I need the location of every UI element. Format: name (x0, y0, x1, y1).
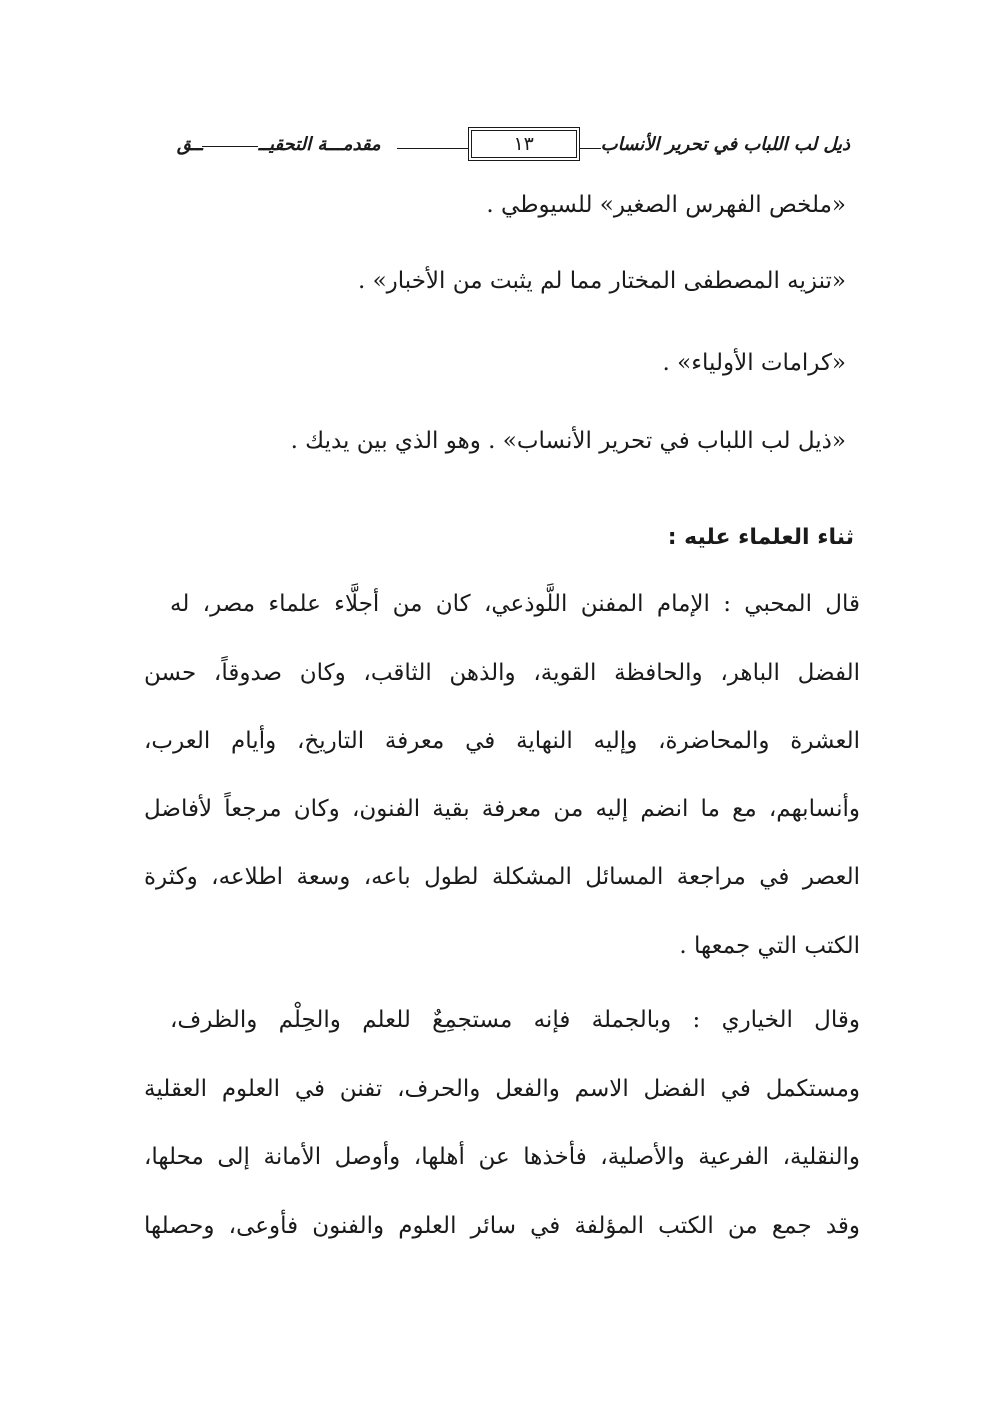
book-item: «كرامات الأولياء» . (662, 350, 846, 376)
section-heading: ثناء العلماء عليه : (667, 525, 854, 550)
paragraph-line: وقد جمع من الكتب المؤلفة في سائر العلوم والفنون فأوعى، وحصلها (144, 1213, 860, 1239)
header-section-title-end: ــق (176, 133, 203, 155)
book-item: «ذيل لب اللباب في تحرير الأنساب» . وهو الذي بين يديك . (290, 428, 846, 454)
paragraph-line: وأنسابهم، مع ما انضم إليه من معرفة بقية الفنون، وكان مرجعاً لأفاضل (144, 796, 860, 822)
paragraph-line: العشرة والمحاضرة، وإليه النهاية في معرفة التاريخ، وأيام العرب، (144, 728, 860, 754)
paragraph-line: ومستكمل في الفضل الاسم والفعل والحرف، تفنن في العلوم العقلية (144, 1076, 860, 1102)
paragraph-line: وقال الخياري : وبالجملة فإنه مستجمِعٌ للعلم والحِلْم والظرف، (170, 1007, 860, 1033)
header-section-title (177, 134, 381, 155)
header-rule (579, 148, 601, 149)
running-header (150, 128, 850, 160)
paragraph-line: والنقلية، الفرعية والأصلية، فأخذها عن أهلها، وأوصل الأمانة إلى محلها، (144, 1144, 860, 1170)
header-section-title-text: مقدمـــة التحقيــ (258, 133, 381, 155)
paragraph-line: قال المحبي : الإمام المفنن اللَّوذعي، كان من أجلَّاء علماء مصر، له (170, 591, 860, 617)
book-item: «تنزيه المصطفى المختار مما لم يثبت من الأخبار» . (357, 268, 846, 294)
page-number-box (471, 130, 577, 158)
paragraph-line: الفضل الباهر، والحافظة القوية، والذهن الثاقب، وكان صدوقاً، حسن (144, 660, 860, 686)
page-number: ١٣ (513, 133, 534, 155)
header-rule (397, 148, 469, 149)
paragraph-line: العصر في مراجعة المسائل المشكلة لطول باعه، وسعة اطلاعه، وكثرة (144, 864, 860, 890)
book-item: «ملخص الفهرس الصغير» للسيوطي . (486, 192, 846, 218)
header-kashida (202, 146, 258, 147)
header-book-title: ذيل لب اللباب في تحرير الأنساب (600, 133, 850, 155)
paragraph-line: الكتب التي جمعها . (679, 933, 860, 959)
